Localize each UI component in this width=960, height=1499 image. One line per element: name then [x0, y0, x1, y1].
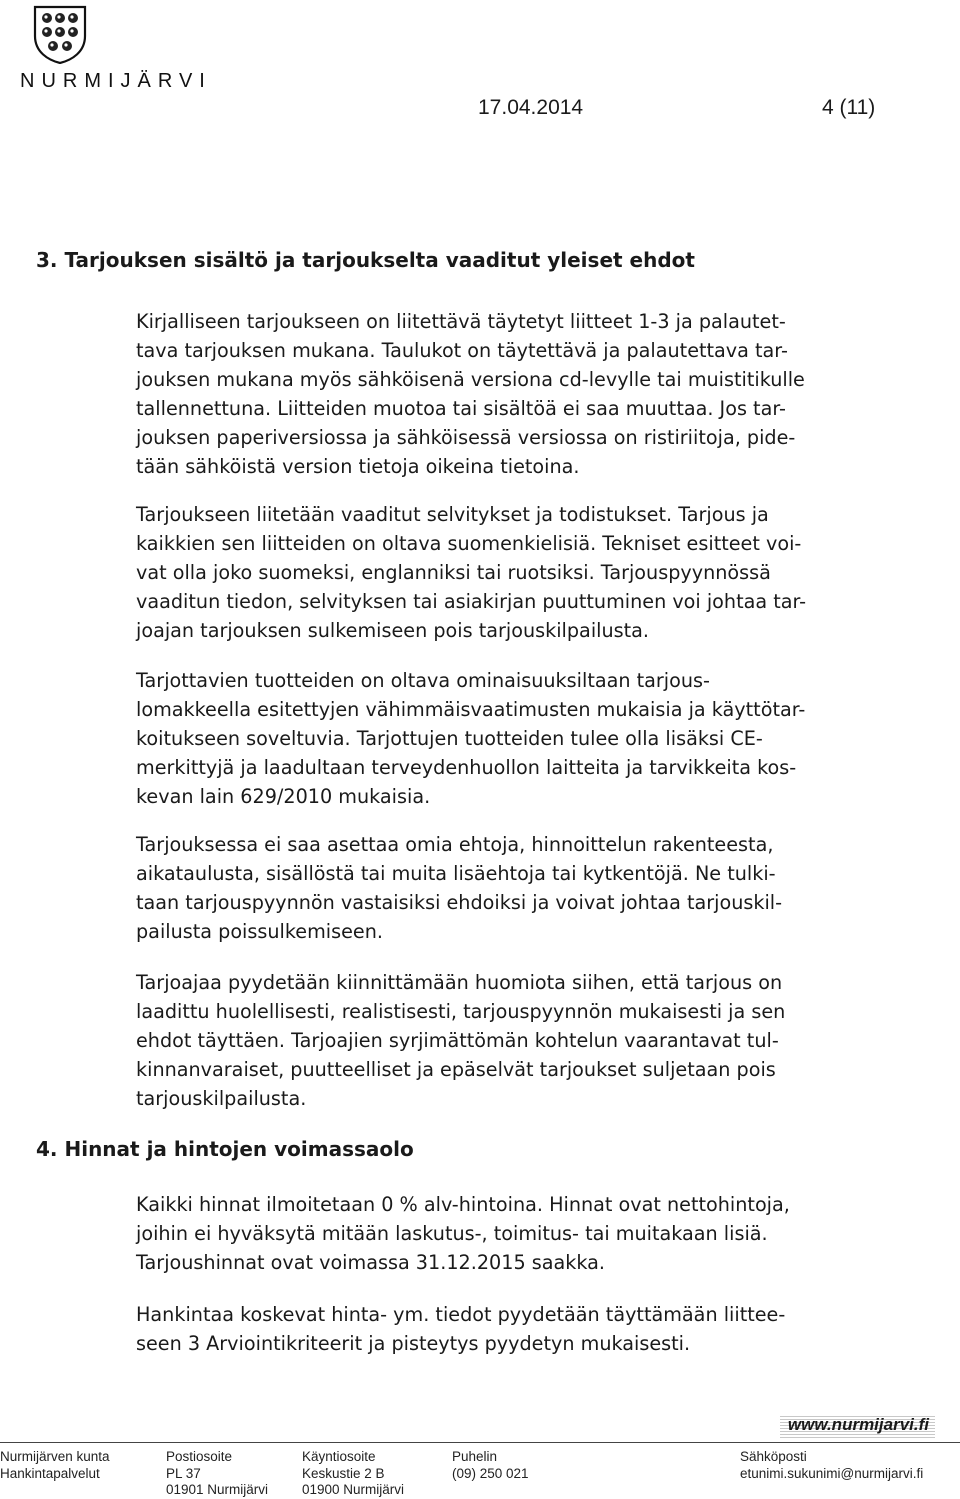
body-paragraph: Kaikki hinnat ilmoitetaan 0 % alv-hintoina. Hinnat ovat nettohintoja, joihin ei hyväksytä mitään laskutus-, toimitus- tai muitakaan lisiä. Tarjoushinnat ovat voimassa 31.12.2015 saakka. — [136, 1193, 790, 1274]
body-paragraph: Hankintaa koskevat hinta- ym. tiedot pyydetään täyttämään liittee- seen 3 Arviointikriteerit ja pisteytys pyydetyn mukaisesti. — [136, 1303, 786, 1355]
footer-value: 01901 Nurmijärvi — [166, 1482, 269, 1497]
body-paragraph: Tarjoajaa pyydetään kiinnittämään huomiota siihen, että tarjous on laadittu huolellisesti, realistisesti, tarjouspyynnön mukaisesti ja sen ehdot täyttäen. Tarjoajien syrjimättömän kohtelun vaarantavat tul- kinnanvaraiset, puutteelliset ja epäselvät tarjoukset suljetaan pois tarjouskilpailusta. — [136, 971, 786, 1110]
footer-visiting-address — [302, 1449, 404, 1499]
footer-postal-address — [166, 1449, 268, 1499]
footer-org-unit: Hankintapalvelut — [0, 1465, 100, 1481]
body-paragraph: Kirjalliseen tarjoukseen on liitettävä täytetyt liitteet 1-3 ja palautet- tava tarjouksen mukana. Taulukot on täytettävä ja palautettava tar- jouksen mukana myös sähköisenä versiona cd-levylle tai muistitikulle tallennettuna. Liitteiden muotoa tai sisältöä ei saa muuttaa. Jos tar- jouksen paperiversiossa ja sähköisessä versiossa on ristiriitoja, pide- tään sähköistä version tietoja oikeina tietoina. — [136, 310, 805, 478]
footer-label: Käyntiosoite — [302, 1449, 376, 1464]
footer-label: Postiosoite — [166, 1449, 233, 1464]
footer-org — [0, 1449, 110, 1482]
website-link[interactable]: www.nurmijarvi.fi — [787, 1415, 929, 1434]
footer-value: 01900 Nurmijärvi — [302, 1482, 405, 1497]
footer-divider — [0, 1442, 960, 1443]
body-paragraph: Tarjottavien tuotteiden on oltava ominaisuuksiltaan tarjous- lomakkeella esitettyjen vähimmäisvaatimusten mukaisia ja käyttötar- koitukseen soveltuvia. Tarjottujen tuotteiden tulee olla lisäksi CE- merkittyjä ja laadultaan terveydenhuollon laitteita ja tarvikkeita kos- kevan lain 629/2010 mukaisia. — [136, 669, 806, 808]
footer-email-address[interactable]: etunimi.sukunimi@nurmijarvi.fi — [740, 1465, 924, 1481]
body-paragraph: Tarjoukseen liitetään vaaditut selvitykset ja todistukset. Tarjous ja kaikkien sen liitteiden on oltava suomenkielisiä. Tekniset esitteet voi- vat olla joko suomeksi, englanniksi tai ruotsiksi. Tarjouspyynnössä vaaditun tiedon, selvityksen tai asiakirjan puuttuminen voi johtaa tar- joajan tarjouksen sulkemiseen pois tarjouskilpailusta. — [136, 503, 807, 642]
footer-label: Puhelin — [452, 1449, 498, 1464]
coat-of-arms-icon — [32, 4, 88, 64]
footer-org-name: Nurmijärven kunta — [0, 1449, 110, 1464]
footer-email — [740, 1449, 923, 1482]
footer-value: (09) 250 021 — [452, 1465, 529, 1481]
municipality-logo — [20, 4, 260, 93]
section-heading: 4. Hinnat ja hintojen voimassaolo — [36, 1137, 414, 1161]
footer-value: PL 37 — [166, 1465, 201, 1481]
section-heading: 3. Tarjouksen sisältö ja tarjoukselta vaaditut yleiset ehdot — [36, 248, 695, 272]
page-number: 4 (11) — [822, 96, 876, 119]
document-date: 17.04.2014 — [478, 96, 584, 119]
footer-value: Keskustie 2 B — [302, 1465, 385, 1481]
website-banner — [780, 1412, 935, 1442]
footer-phone — [452, 1449, 529, 1482]
footer-label: Sähköposti — [740, 1449, 807, 1464]
municipality-wordmark: NURMIJÄRVI — [20, 70, 212, 92]
body-paragraph: Tarjouksessa ei saa asettaa omia ehtoja, hinnoittelun rakenteesta, aikataulusta, sisällöstä tai muita lisäehtoja tai kytkentöjä. Ne tulki- taan tarjouspyynnön vastaisiksi ehdoiksi ja voivat johtaa tarjouskil- pailusta poissulkemiseen. — [136, 833, 783, 943]
